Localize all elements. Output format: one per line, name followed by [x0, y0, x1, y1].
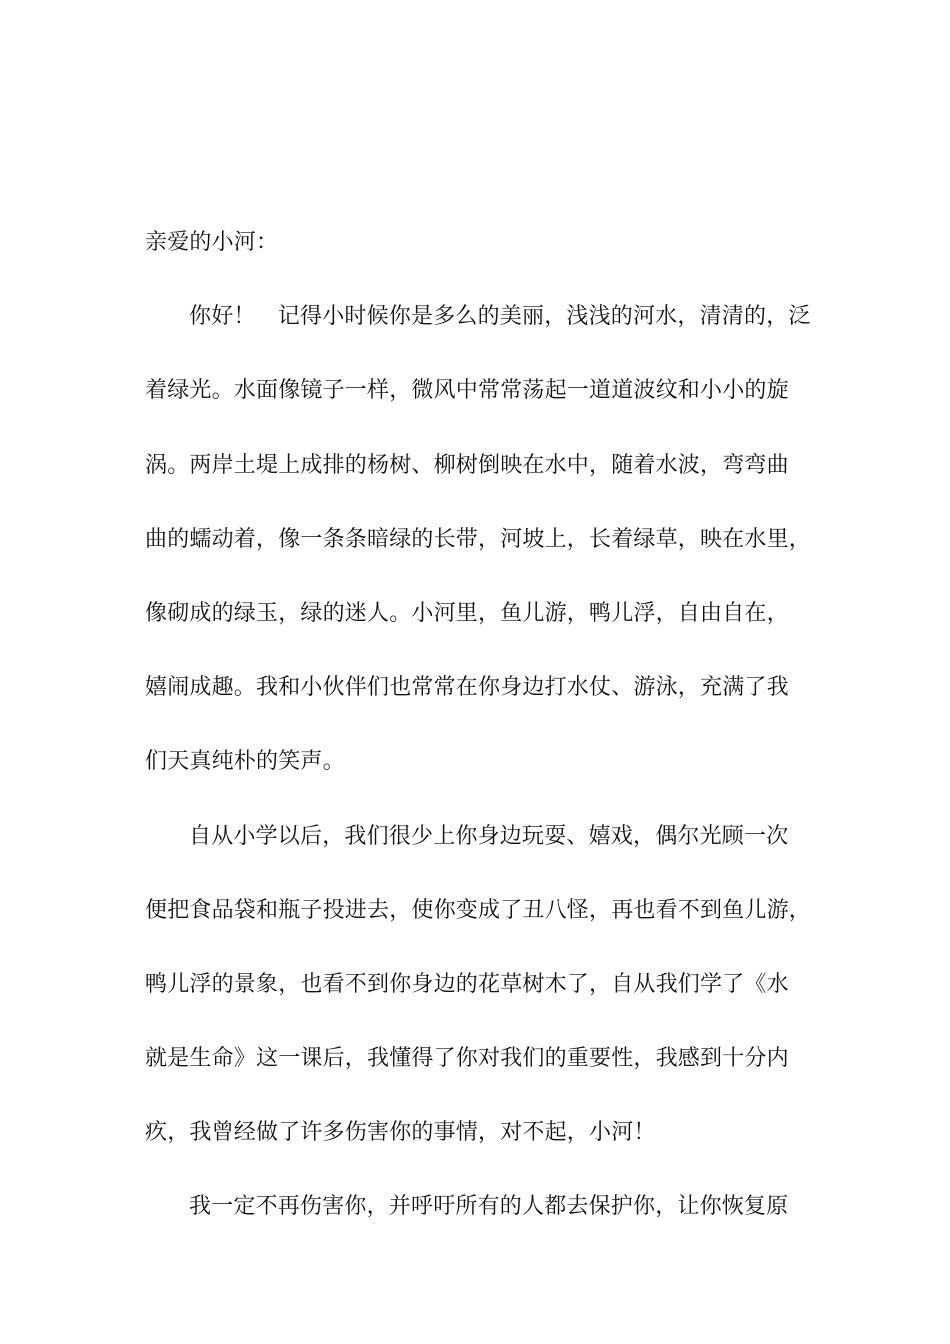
- paragraph-2-line-1: 自从小学以后，我们很少上你身边玩耍、嬉戏，偶尔光顾一次: [189, 823, 789, 849]
- paragraph-3-line-1: 我一定不再伤害你，并呼吁所有的人都去保护你，让你恢复原: [189, 1194, 789, 1220]
- letter-body: [145, 206, 825, 1245]
- paragraph-1-line-4: 曲的蠕动着，像一条条暗绿的长带，河坡上，长着绿草，映在水里，: [145, 526, 812, 552]
- paragraph-1-line-1: 你好！ 记得小时候你是多么的美丽，浅浅的河水，清清的，泛: [189, 304, 811, 330]
- paragraph-2-line-3: 鸭儿浮的景象，也看不到你身边的花草树木了，自从我们学了《水: [145, 971, 789, 997]
- paragraph-2-line-4: 就是生命》这一课后，我懂得了你对我们的重要性，我感到十分内: [145, 1046, 789, 1072]
- paragraph-1-line-6: 嬉闹成趣。我和小伙伴们也常常在你身边打水仗、游泳，充满了我: [145, 675, 789, 701]
- paragraph-1-line-5: 像砌成的绿玉，绿的迷人。小河里，鱼儿游，鸭儿浮，自由自在，: [145, 600, 789, 626]
- paragraph-1-line-2: 着绿光。水面像镜子一样，微风中常常荡起一道道波纹和小小的旋: [145, 378, 789, 404]
- paragraph-1-line-7: 们天真纯朴的笑声。: [145, 749, 345, 775]
- paragraph-1-line-3: 涡。两岸土堤上成排的杨树、柳树倒映在水中，随着水波，弯弯曲: [145, 452, 789, 478]
- paragraph-2-line-5: 疚，我曾经做了许多伤害你的事情，对不起，小河！: [145, 1120, 656, 1146]
- paragraph-2-line-2: 便把食品袋和瓶子投进去，使你变成了丑八怪，再也看不到鱼儿游，: [145, 897, 812, 923]
- letter-salutation: 亲爱的小河：: [145, 230, 279, 255]
